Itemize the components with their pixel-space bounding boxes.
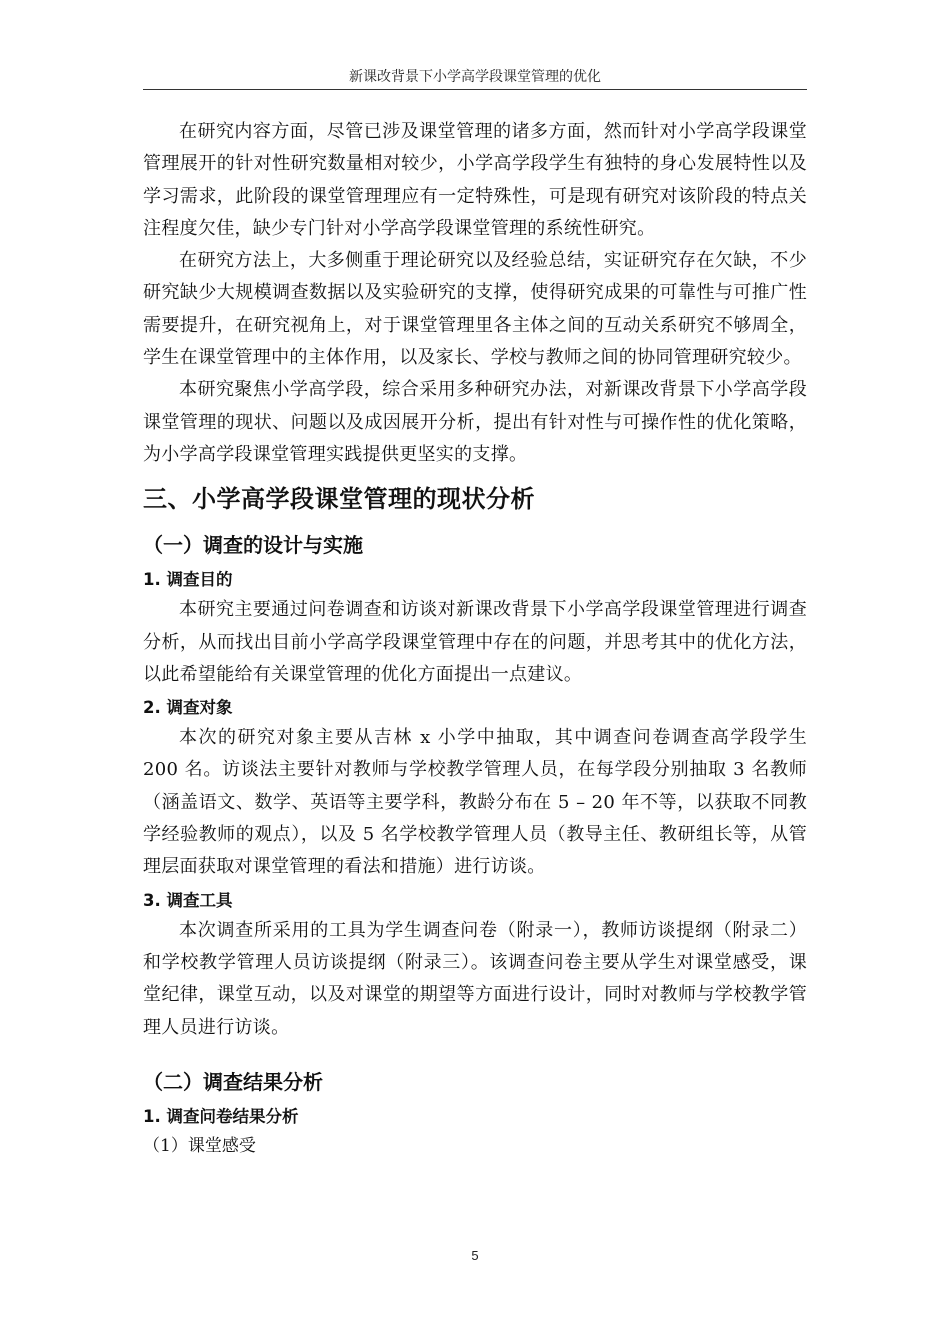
paragraph-survey-subjects: 本次的研究对象主要从吉林 x 小学中抽取，其中调查问卷调查高学段学生 200 名。访谈法主要针对教师与学校教学管理人员，在每学段分别抽取 3 名教师（涵盖语文、数学、英语等主要学科，教龄分布在 5 – 20 年不等，以获取不同教学经验教师的观点），以及 5 名学校教学管理人员（教导主任、教研组长等，从管理层面获取对课堂管理的看法和措施）进行访谈。	[143, 727, 807, 878]
page-content	[143, 116, 807, 1161]
item-heading-questionnaire-results: 1. 调查问卷结果分析	[143, 1106, 299, 1126]
paragraph-survey-tools: 本次调查所采用的工具为学生调查问卷（附录一），教师访谈提纲（附录二）和学校教学管理人员访谈提纲（附录三）。该调查问卷主要从学生对课堂感受，课堂纪律，课堂互动，以及对课堂的期望等方面进行设计，同时对教师与学校教学管理人员进行访谈。	[143, 919, 807, 1038]
item-heading-survey-tools: 3. 调查工具	[143, 890, 233, 910]
subsection-heading-result-analysis: （二）调查结果分析	[143, 1069, 323, 1094]
subsection-heading-survey-design: （一）调查的设计与实施	[143, 533, 363, 558]
header-divider	[143, 89, 807, 90]
spacer	[143, 1044, 807, 1058]
running-header: 新课改背景下小学高学段课堂管理的优化	[349, 69, 601, 85]
paragraph-research-focus: 本研究聚焦小学高学段，综合采用多种研究办法，对新课改背景下小学高学段课堂管理的现状、问题以及成因展开分析，提出有针对性与可操作性的优化策略，为小学高学段课堂管理实践提供更坚实的支撑。	[143, 379, 807, 465]
paragraph-research-content: 在研究内容方面，尽管已涉及课堂管理的诸多方面，然而针对小学高学段课堂管理展开的针对性研究数量相对较少，小学高学段学生有独特的身心发展特性以及学习需求，此阶段的课堂管理理应有一定特殊性，可是现有研究对该阶段的特点关注程度欠佳，缺少专门针对小学高学段课堂管理的系统性研究。	[143, 121, 807, 239]
section-heading-status-analysis: 三、小学高学段课堂管理的现状分析	[143, 485, 535, 514]
item-heading-survey-purpose: 1. 调查目的	[143, 570, 233, 590]
paragraph-research-method: 在研究方法上，大多侧重于理论研究以及经验总结，实证研究存在欠缺，不少研究缺少大规模调查数据以及实验研究的支撑，使得研究成果的可靠性与可推广性需要提升，在研究视角上，对于课堂管理里各主体之间的互动关系研究不够周全，学生在课堂管理中的主体作用，以及家长、学校与教师之间的协同管理研究较少。	[143, 250, 807, 369]
item-subheading-classroom-feeling: （1）课堂感受	[143, 1135, 256, 1156]
page-number: 5	[471, 1248, 479, 1263]
paragraph-survey-purpose: 本研究主要通过问卷调查和访谈对新课改背景下小学高学段课堂管理进行调查分析，从而找出目前小学高学段课堂管理中存在的问题，并思考其中的优化方法，以此希望能给有关课堂管理的优化方面提出一点建议。	[143, 599, 807, 685]
item-heading-survey-subjects: 2. 调查对象	[143, 698, 233, 718]
